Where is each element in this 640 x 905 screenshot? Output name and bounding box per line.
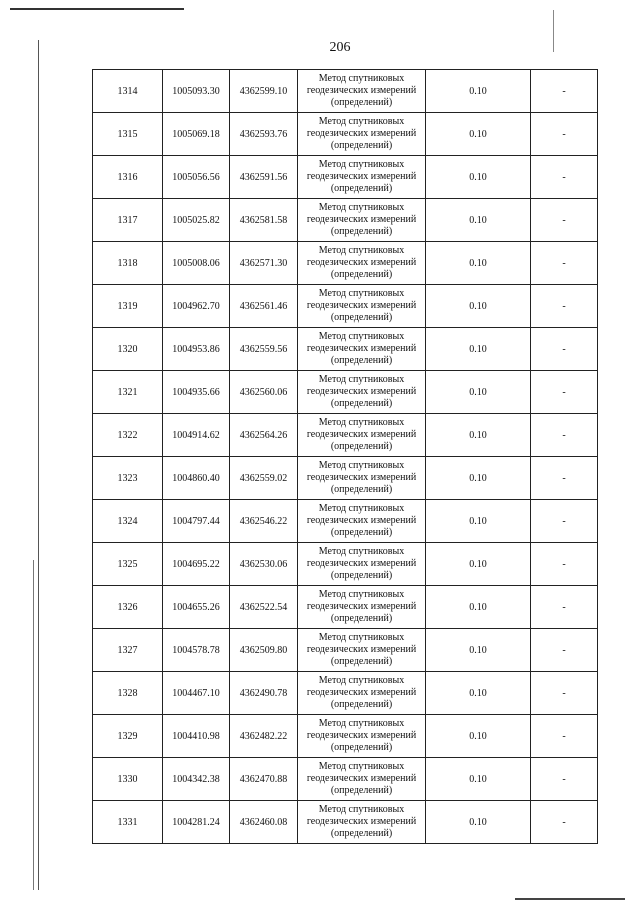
point-number-cell: 1319 [93, 285, 163, 328]
note-cell: - [531, 629, 598, 672]
top-border-line [10, 8, 184, 10]
x-coordinate-cell: 1005008.06 [163, 242, 230, 285]
x-coordinate-cell: 1004342.38 [163, 758, 230, 801]
x-coordinate-cell: 1004953.86 [163, 328, 230, 371]
method-line: Метод спутниковых [318, 761, 405, 772]
y-coordinate-cell: 4362581.58 [230, 199, 298, 242]
accuracy-cell: 0.10 [426, 285, 531, 328]
y-coordinate-cell: 4362490.78 [230, 672, 298, 715]
note-cell: - [531, 586, 598, 629]
method-cell [298, 199, 426, 242]
x-coordinate-cell: 1004281.24 [163, 801, 230, 844]
method-line: геодезических измерений [306, 687, 417, 698]
point-number-cell: 1323 [93, 457, 163, 500]
note-cell: - [531, 543, 598, 586]
point-number-cell: 1318 [93, 242, 163, 285]
method-line: Метод спутниковых [318, 374, 405, 385]
method-cell [298, 543, 426, 586]
point-number-cell: 1330 [93, 758, 163, 801]
table-body [93, 70, 598, 844]
y-coordinate-cell: 4362546.22 [230, 500, 298, 543]
method-line: (определений) [330, 183, 393, 194]
table-row [93, 629, 598, 672]
method-line: геодезических измерений [306, 773, 417, 784]
method-line: (определений) [330, 570, 393, 581]
method-line: (определений) [330, 97, 393, 108]
method-line: Метод спутниковых [318, 632, 405, 643]
method-line: (определений) [330, 312, 393, 323]
y-coordinate-cell: 4362509.80 [230, 629, 298, 672]
table-row [93, 70, 598, 113]
note-cell: - [531, 285, 598, 328]
point-number-cell: 1320 [93, 328, 163, 371]
method-line: (определений) [330, 527, 393, 538]
method-line: геодезических измерений [306, 214, 417, 225]
table-row [93, 156, 598, 199]
accuracy-cell: 0.10 [426, 70, 531, 113]
accuracy-cell: 0.10 [426, 500, 531, 543]
x-coordinate-cell: 1004797.44 [163, 500, 230, 543]
note-cell: - [531, 199, 598, 242]
accuracy-cell: 0.10 [426, 328, 531, 371]
note-cell: - [531, 672, 598, 715]
accuracy-cell: 0.10 [426, 672, 531, 715]
y-coordinate-cell: 4362560.06 [230, 371, 298, 414]
method-line: геодезических измерений [306, 429, 417, 440]
method-line: (определений) [330, 226, 393, 237]
method-cell [298, 414, 426, 457]
note-cell: - [531, 500, 598, 543]
method-line: (определений) [330, 828, 393, 839]
accuracy-cell: 0.10 [426, 371, 531, 414]
note-cell: - [531, 414, 598, 457]
note-cell: - [531, 758, 598, 801]
method-line: геодезических измерений [306, 343, 417, 354]
y-coordinate-cell: 4362564.26 [230, 414, 298, 457]
y-coordinate-cell: 4362530.06 [230, 543, 298, 586]
x-coordinate-cell: 1004962.70 [163, 285, 230, 328]
note-cell: - [531, 113, 598, 156]
method-line: Метод спутниковых [318, 245, 405, 256]
table-row [93, 586, 598, 629]
y-coordinate-cell: 4362559.02 [230, 457, 298, 500]
method-line: геодезических измерений [306, 300, 417, 311]
method-line: (определений) [330, 484, 393, 495]
method-line: Метод спутниковых [318, 718, 405, 729]
accuracy-cell: 0.10 [426, 758, 531, 801]
point-number-cell: 1328 [93, 672, 163, 715]
x-coordinate-cell: 1004914.62 [163, 414, 230, 457]
table-row [93, 715, 598, 758]
method-line: геодезических измерений [306, 558, 417, 569]
accuracy-cell: 0.10 [426, 414, 531, 457]
y-coordinate-cell: 4362559.56 [230, 328, 298, 371]
point-number-cell: 1324 [93, 500, 163, 543]
coordinates-table [92, 69, 598, 844]
table-row [93, 414, 598, 457]
y-coordinate-cell: 4362593.76 [230, 113, 298, 156]
y-coordinate-cell: 4362599.10 [230, 70, 298, 113]
method-line: Метод спутниковых [318, 202, 405, 213]
y-coordinate-cell: 4362591.56 [230, 156, 298, 199]
method-line: (определений) [330, 656, 393, 667]
table-row [93, 758, 598, 801]
method-cell [298, 758, 426, 801]
bottom-border-line [515, 898, 625, 900]
method-cell [298, 586, 426, 629]
point-number-cell: 1327 [93, 629, 163, 672]
x-coordinate-cell: 1004655.26 [163, 586, 230, 629]
y-coordinate-cell: 4362460.08 [230, 801, 298, 844]
x-coordinate-cell: 1004935.66 [163, 371, 230, 414]
point-number-cell: 1325 [93, 543, 163, 586]
method-line: геодезических измерений [306, 472, 417, 483]
x-coordinate-cell: 1004695.22 [163, 543, 230, 586]
y-coordinate-cell: 4362571.30 [230, 242, 298, 285]
point-number-cell: 1322 [93, 414, 163, 457]
method-line: Метод спутниковых [318, 589, 405, 600]
x-coordinate-cell: 1005056.56 [163, 156, 230, 199]
point-number-cell: 1314 [93, 70, 163, 113]
method-line: Метод спутниковых [318, 460, 405, 471]
method-line: (определений) [330, 742, 393, 753]
table-row [93, 113, 598, 156]
point-number-cell: 1317 [93, 199, 163, 242]
table-row [93, 199, 598, 242]
table-row [93, 801, 598, 844]
x-coordinate-cell: 1004860.40 [163, 457, 230, 500]
method-line: геодезических измерений [306, 257, 417, 268]
method-cell [298, 113, 426, 156]
method-line: геодезических измерений [306, 386, 417, 397]
point-number-cell: 1331 [93, 801, 163, 844]
table-row [93, 457, 598, 500]
method-line: геодезических измерений [306, 171, 417, 182]
note-cell: - [531, 328, 598, 371]
table-row [93, 285, 598, 328]
point-number-cell: 1329 [93, 715, 163, 758]
method-cell [298, 801, 426, 844]
method-line: (определений) [330, 140, 393, 151]
accuracy-cell: 0.10 [426, 629, 531, 672]
point-number-cell: 1321 [93, 371, 163, 414]
accuracy-cell: 0.10 [426, 715, 531, 758]
accuracy-cell: 0.10 [426, 801, 531, 844]
y-coordinate-cell: 4362470.88 [230, 758, 298, 801]
note-cell: - [531, 371, 598, 414]
y-coordinate-cell: 4362561.46 [230, 285, 298, 328]
method-line: геодезических измерений [306, 816, 417, 827]
y-coordinate-cell: 4362482.22 [230, 715, 298, 758]
method-line: Метод спутниковых [318, 288, 405, 299]
method-cell [298, 242, 426, 285]
method-line: (определений) [330, 785, 393, 796]
y-coordinate-cell: 4362522.54 [230, 586, 298, 629]
method-line: геодезических измерений [306, 85, 417, 96]
method-line: (определений) [330, 613, 393, 624]
method-line: Метод спутниковых [318, 804, 405, 815]
method-line: Метод спутниковых [318, 417, 405, 428]
method-cell [298, 715, 426, 758]
page-number: 206 [329, 40, 351, 55]
table-row [93, 543, 598, 586]
point-number-cell: 1316 [93, 156, 163, 199]
note-cell: - [531, 801, 598, 844]
method-line: Метод спутниковых [318, 73, 405, 84]
method-cell [298, 500, 426, 543]
x-coordinate-cell: 1004578.78 [163, 629, 230, 672]
method-line: Метод спутниковых [318, 503, 405, 514]
table-row [93, 371, 598, 414]
method-line: Метод спутниковых [318, 331, 405, 342]
accuracy-cell: 0.10 [426, 543, 531, 586]
note-cell: - [531, 70, 598, 113]
method-line: Метод спутниковых [318, 159, 405, 170]
method-cell [298, 70, 426, 113]
accuracy-cell: 0.10 [426, 457, 531, 500]
method-line: (определений) [330, 441, 393, 452]
note-cell: - [531, 242, 598, 285]
left-margin-line-secondary [33, 560, 34, 890]
method-line: Метод спутниковых [318, 116, 405, 127]
method-line: Метод спутниковых [318, 675, 405, 686]
method-line: геодезических измерений [306, 730, 417, 741]
method-cell [298, 156, 426, 199]
method-cell [298, 457, 426, 500]
x-coordinate-cell: 1004467.10 [163, 672, 230, 715]
method-line: Метод спутниковых [318, 546, 405, 557]
method-line: (определений) [330, 355, 393, 366]
table-row [93, 500, 598, 543]
accuracy-cell: 0.10 [426, 156, 531, 199]
accuracy-cell: 0.10 [426, 586, 531, 629]
table-row [93, 242, 598, 285]
point-number-cell: 1326 [93, 586, 163, 629]
x-coordinate-cell: 1004410.98 [163, 715, 230, 758]
method-line: геодезических измерений [306, 601, 417, 612]
method-cell [298, 672, 426, 715]
point-number-cell: 1315 [93, 113, 163, 156]
left-margin-line [38, 40, 39, 890]
method-cell [298, 285, 426, 328]
method-cell [298, 328, 426, 371]
accuracy-cell: 0.10 [426, 242, 531, 285]
note-cell: - [531, 156, 598, 199]
method-line: геодезических измерений [306, 128, 417, 139]
x-coordinate-cell: 1005069.18 [163, 113, 230, 156]
accuracy-cell: 0.10 [426, 199, 531, 242]
method-line: геодезических измерений [306, 515, 417, 526]
method-line: (определений) [330, 699, 393, 710]
x-coordinate-cell: 1005093.30 [163, 70, 230, 113]
table-row [93, 672, 598, 715]
method-cell [298, 629, 426, 672]
note-cell: - [531, 715, 598, 758]
method-line: геодезических измерений [306, 644, 417, 655]
method-line: (определений) [330, 398, 393, 409]
table-row [93, 328, 598, 371]
accuracy-cell: 0.10 [426, 113, 531, 156]
note-cell: - [531, 457, 598, 500]
method-line: (определений) [330, 269, 393, 280]
x-coordinate-cell: 1005025.82 [163, 199, 230, 242]
method-cell [298, 371, 426, 414]
